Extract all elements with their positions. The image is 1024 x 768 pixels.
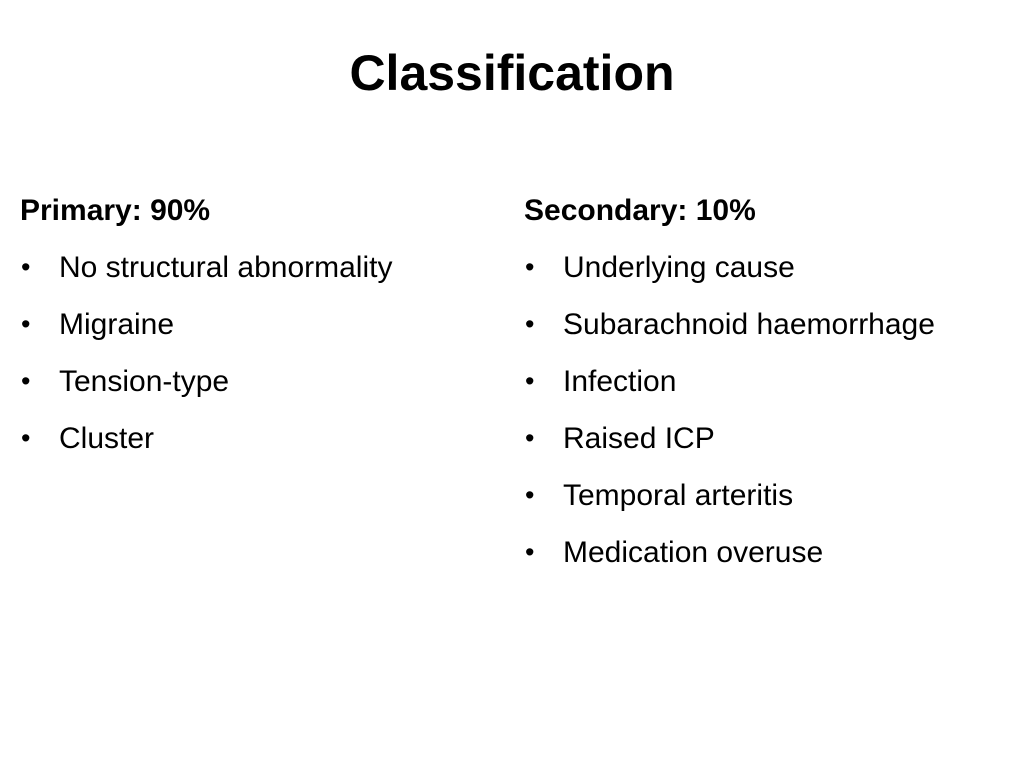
bullet-item: [524, 416, 1020, 473]
bullet-item: [20, 416, 500, 473]
secondary-column: [524, 188, 1020, 587]
bullet-icon: •: [21, 309, 31, 339]
secondary-heading: Secondary: 10%: [524, 194, 756, 227]
bullet-text: Infection: [563, 365, 677, 398]
bullet-item: [524, 473, 1020, 530]
bullet-text: Cluster: [59, 422, 155, 455]
bullet-item: [524, 530, 1020, 587]
bullet-item: [20, 359, 500, 416]
bullet-item: [524, 245, 1020, 302]
bullet-item: [524, 302, 1020, 359]
primary-heading: Primary: 90%: [20, 194, 211, 227]
bullet-text: No structural abnormality: [59, 251, 393, 284]
primary-bullet-list: [20, 245, 500, 473]
bullet-icon: •: [21, 366, 31, 396]
bullet-item: [524, 359, 1020, 416]
bullet-icon: •: [525, 252, 535, 282]
bullet-icon: •: [21, 423, 31, 453]
bullet-icon: •: [525, 366, 535, 396]
bullet-text: Temporal arteritis: [563, 479, 794, 512]
bullet-text: Medication overuse: [563, 536, 824, 569]
bullet-icon: •: [525, 480, 535, 510]
bullet-item: [20, 302, 500, 359]
primary-column: [20, 188, 500, 473]
bullet-icon: •: [21, 252, 31, 282]
bullet-icon: •: [525, 309, 535, 339]
secondary-bullet-list: [524, 245, 1020, 587]
bullet-text: Underlying cause: [563, 251, 795, 284]
bullet-text: Tension-type: [59, 365, 230, 398]
bullet-text: Raised ICP: [563, 422, 715, 455]
bullet-text: Subarachnoid haemorrhage: [563, 308, 935, 341]
bullet-icon: •: [525, 423, 535, 453]
bullet-text: Migraine: [59, 308, 175, 341]
bullet-icon: •: [525, 537, 535, 567]
bullet-item: [20, 245, 500, 302]
slide-title: Classification: [349, 45, 675, 101]
